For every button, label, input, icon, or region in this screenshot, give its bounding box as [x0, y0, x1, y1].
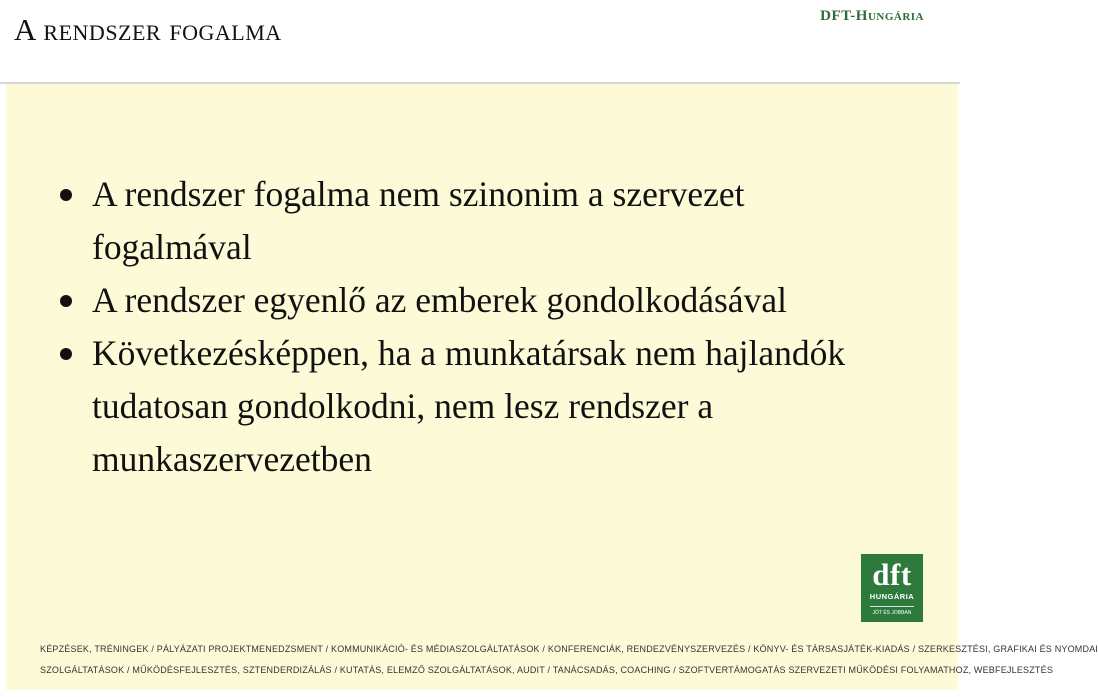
services-line-1: KÉPZÉSEK, TRÉNINGEK / PÁLYÁZATI PROJEKTMENEDZSMENT / KOMMUNIKÁCIÓ- ÉS MÉDIASZOLGÁLTATÁSOK / KONFERENCIÁK, RENDEZVÉNYSZERVEZÉS / KÖNYV- ÉS TÁRSASJÁTÉK-KIADÁS / SZERKESZTÉSI, GRAFIKAI ÉS NYOMDAI [40, 644, 1098, 654]
bullet-item [56, 274, 886, 327]
bullet-text: Következésképpen, ha a munkatársak nem hajlandók tudatosan gondolkodni, nem lesz rendszer a munkaszervezetben [92, 333, 846, 479]
bullet-item [56, 327, 886, 486]
bullet-dot-icon [60, 348, 72, 360]
bullet-text: A rendszer fogalma nem szinonim a szervezet fogalmával [92, 174, 745, 267]
slide-header [0, 0, 960, 82]
bullet-dot-icon [60, 295, 72, 307]
bullet-list [56, 168, 886, 486]
logo-sub-text: HUNGÁRIA [869, 592, 915, 601]
logo-main-text: dft [872, 557, 912, 592]
dft-hungaria-logo [861, 554, 923, 622]
slide-title: A rendszer fogalma [14, 12, 282, 47]
bullet-dot-icon [60, 189, 72, 201]
bullet-item [56, 168, 886, 274]
services-line-2: SZOLGÁLTATÁSOK / MŰKÖDÉSFEJLESZTÉS, SZTENDERDIZÁLÁS / KUTATÁS, ELEMZŐ SZOLGÁLTATÁSOK, AUDIT / TANÁCSADÁS, COACHING / SZOFTVERTÁMOGATÁS SZERVEZETI MŰKÖDÉSI FOLYAMATHOZ, WEBFEJLESZTÉS [40, 665, 1054, 675]
logo-tagline: JÓT ÉS JOBBAN [872, 610, 912, 616]
logo-divider [870, 606, 914, 607]
bullet-text: A rendszer egyenlő az emberek gondolkodásával [92, 280, 787, 320]
services-footer [40, 639, 1098, 681]
brand-name: DFT-Hungária [820, 8, 924, 24]
